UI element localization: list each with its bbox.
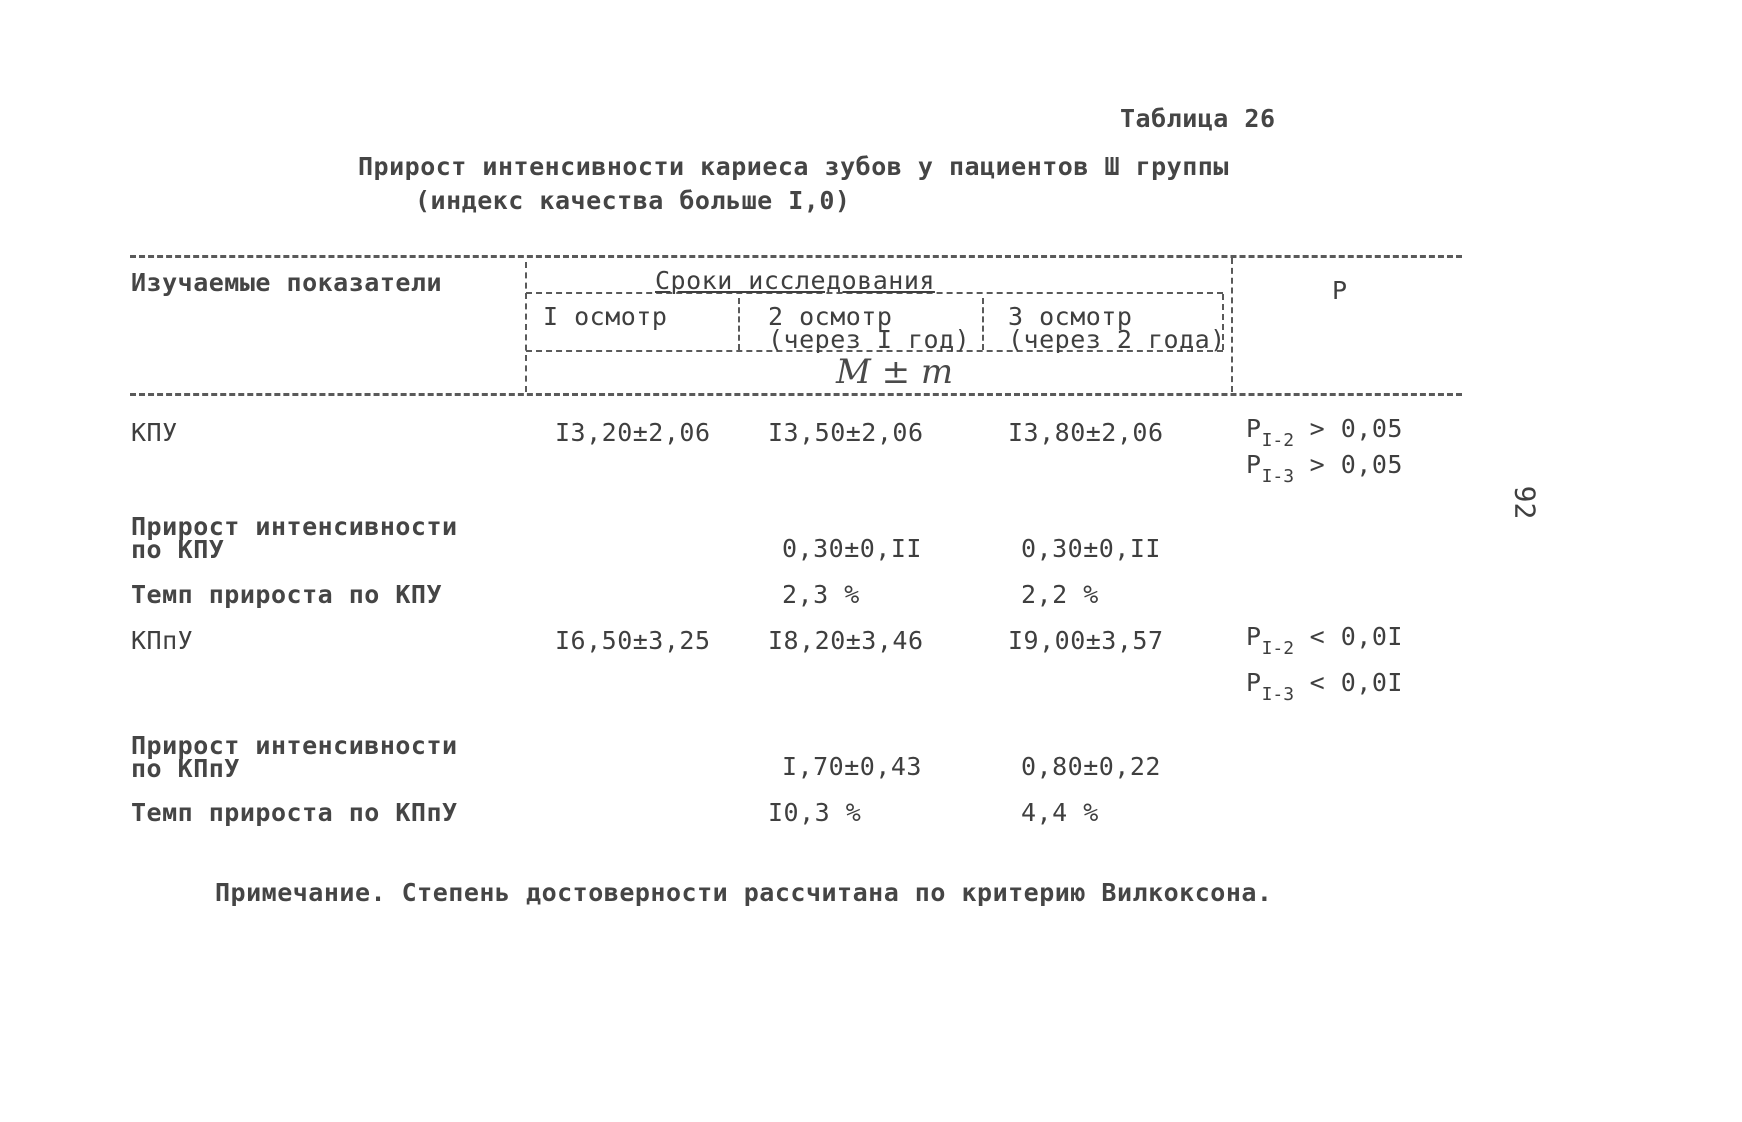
col-divider-left [525,262,527,392]
row-kpu-v3: I3,80±2,06 [1008,418,1164,447]
row-kpu-growth-label-1: Прирост интенсивности [131,512,458,541]
p-kpu-1-3-rel: > 0,05 [1309,450,1403,479]
p-kppu-1-2-rel: < 0,0I [1309,622,1403,651]
row-kpu-v1: I3,20±2,06 [555,418,711,447]
table-note: Примечание. Степень достоверности рассчитана по критерию Вилкоксона. [215,878,1273,907]
p-kpu-1-2-rel: > 0,05 [1309,414,1403,443]
header-exam3-line2: (через 2 года) [1008,325,1226,354]
p-kpu-1-2 [1246,414,1403,451]
row-kppu-growth-label-1: Прирост интенсивности [131,731,458,760]
header-indicator: Изучаемые показатели [131,268,443,297]
p-kpu-1-2-symbol: P [1246,414,1262,443]
header-group: Сроки исследования [655,266,935,295]
p-kpu-1-3-symbol: P [1246,450,1262,479]
table-title: Прирост интенсивности кариеса зубов у пациентов Ш группы [358,152,1229,181]
row-kppu-v2: I8,20±3,46 [768,626,924,655]
row-kppu-label: КПпУ [131,626,194,655]
row-kpu-growth-v2: 0,30±0,II [782,534,922,563]
p-kppu-1-2 [1246,622,1403,659]
p-kppu-1-3-symbol: P [1246,668,1262,697]
p-kppu-1-3-sub: I-3 [1261,684,1295,705]
row-kpu-rate-label: Темп прироста по КПУ [131,580,443,609]
row-kppu-growth-v3: 0,80±0,22 [1021,752,1161,781]
row-kppu-rate-v2: I0,3 % [768,798,862,827]
row-kppu-v1: I6,50±3,25 [555,626,711,655]
header-exam3-line1: 3 осмотр [1008,302,1133,331]
p-kpu-1-3 [1246,450,1403,487]
p-kpu-1-2-sub: I-2 [1261,430,1295,451]
header-bottom-rule [130,393,1462,396]
row-kpu-growth-v3: 0,30±0,II [1021,534,1161,563]
header-exam1: I осмотр [543,302,668,331]
p-kppu-1-3 [1246,668,1403,705]
row-kpu-v2: I3,50±2,06 [768,418,924,447]
row-kppu-v3: I9,00±3,57 [1008,626,1164,655]
p-kppu-1-3-rel: < 0,0I [1309,668,1403,697]
header-exam2-line1: 2 осмотр [768,302,893,331]
row-kppu-rate-label: Темп прироста по КПпУ [131,798,458,827]
header-p: P [1332,276,1348,305]
col-divider-p [1231,258,1233,392]
header-stat: M ± m [836,352,954,392]
p-kppu-1-2-sub: I-2 [1261,638,1295,659]
row-kppu-growth-label-2: по КПпУ [131,754,240,783]
table-label: Таблица 26 [1120,104,1276,133]
col-divider-exam23 [982,298,984,350]
row-kppu-rate-v3: 4,4 % [1021,798,1099,827]
table-top-rule [130,255,1462,258]
page-number: 92 [1508,485,1542,520]
header-exam2-line2: (через I год) [768,325,971,354]
row-kpu-rate-v3: 2,2 % [1021,580,1099,609]
row-kpu-label: КПУ [131,418,178,447]
col-divider-exam12 [738,298,740,350]
table-subtitle: (индекс качества больше I,0) [415,186,851,215]
row-kppu-growth-v2: I,70±0,43 [782,752,922,781]
row-kpu-growth-label-2: по КПУ [131,535,225,564]
row-kpu-rate-v2: 2,3 % [782,580,860,609]
p-kppu-1-2-symbol: P [1246,622,1262,651]
p-kpu-1-3-sub: I-3 [1261,466,1295,487]
